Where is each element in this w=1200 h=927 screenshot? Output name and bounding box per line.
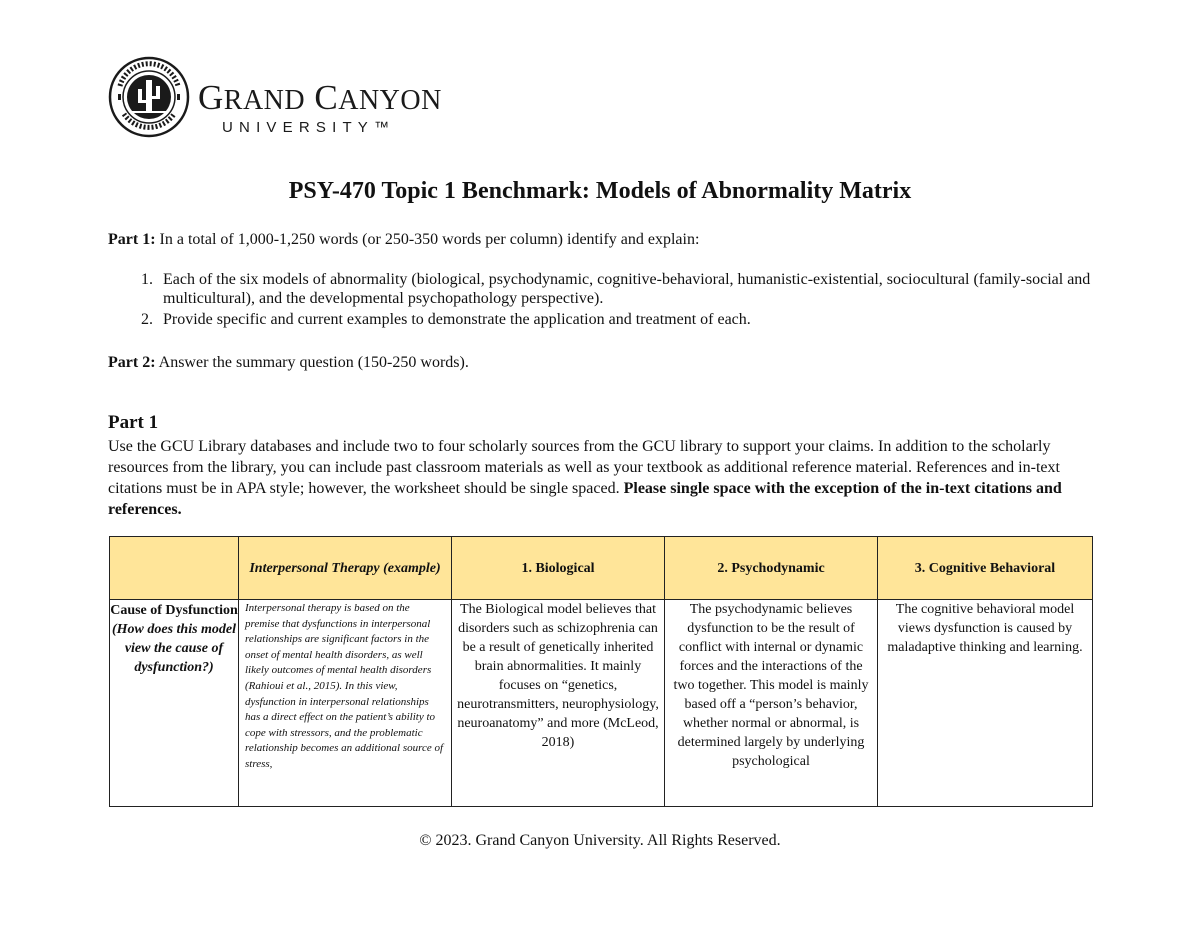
requirements-list (108, 270, 1098, 331)
instructions-bold-note: Please single space with the exception of the in-text citations and references. (108, 480, 1062, 518)
cognitive-behavioral-text: The cognitive behavioral model views dysfunction is caused by maladaptive thinking and learning. (887, 602, 1083, 655)
part2-intro-text: Answer the summary question (150-250 words). (155, 354, 469, 371)
row-label: Cause of Dysfunction (110, 603, 238, 618)
biological-cell[interactable] (452, 600, 665, 807)
list-item (108, 310, 1098, 329)
psychodynamic-cell[interactable] (665, 600, 878, 807)
example-text: Interpersonal therapy is based on the premise that dysfunctions in interpersonal relationships are significant factors in the onset of mental health disorders, as well likely outcomes of mental health disorders (Rahioui et al., 2015). In this view, dysfunction in interpersonal relationships has a direct effect on the patient’s ability to cope with stressors, and the problematic relationship becomes an additional source of stress, (245, 602, 444, 770)
brand-name: GRAND CANYON (198, 78, 442, 117)
table-header-cognitive-behavioral: 3. Cognitive Behavioral (878, 537, 1093, 600)
row-question: (How does this model view the cause of dysfunction?) (111, 622, 237, 675)
list-item (108, 270, 1098, 308)
copyright-footer: © 2023. Grand Canyon University. All Rights Reserved. (419, 832, 781, 849)
table-row (110, 600, 1093, 807)
table-header-example: Interpersonal Therapy (example) (239, 537, 452, 600)
psychodynamic-text: The psychodynamic believes dysfunction to be the result of conflict with internal or dynamic forces and the interactions of the two together. This model is mainly based off a “person’s behavior, whether normal or abnormal, is determined largely by underlying psychological (673, 602, 869, 769)
section-heading-part1: Part 1 (108, 412, 159, 433)
table-header-biological: 1. Biological (452, 537, 665, 600)
instructions-text: Use the GCU Library databases and include two to four scholarly sources from the GCU library to support your claims. In addition to the scholarly resources from the library, you can include past classroom materials as well as your textbook as additional reference material. References and in-text citations must be in APA style; however, the worksheet should be single spaced. (108, 438, 1060, 497)
page-title: PSY-470 Topic 1 Benchmark: Models of Abnormality Matrix (288, 178, 912, 204)
list-item-number: 1. (141, 271, 153, 288)
example-cell[interactable] (239, 600, 452, 807)
table-header-row (110, 537, 1093, 600)
list-item-text: Each of the six models of abnormality (biological, psychodynamic, cognitive-behavioral, humanistic-existential, sociocultural (family-social and multicultural), and the developmental psychopathology perspective). (163, 271, 1091, 307)
brand-subtitle: UNIVERSITY™ (222, 119, 396, 136)
university-logo (108, 56, 488, 138)
part1-intro-label: Part 1: (108, 231, 156, 248)
table-header-empty (110, 537, 239, 600)
biological-text: The Biological model believes that disorders such as schizophrenia can be a result of genetically inherited brain abnormalities. It mainly focuses on “genetics, neurotransmitters, neurophysiology, neuroanatomy” and more (McLeod, 2018) (457, 602, 659, 750)
part1-intro-text: In a total of 1,000-1,250 words (or 250-350 words per column) identify and explain: (155, 231, 700, 248)
instructions-paragraph (108, 436, 1093, 520)
list-item-number: 2. (141, 311, 153, 328)
university-seal-icon (108, 56, 190, 138)
row-label-cell (110, 600, 239, 807)
part2-intro-label: Part 2: (108, 354, 156, 371)
models-matrix-table (109, 536, 1093, 807)
part2-intro (108, 353, 469, 372)
part1-intro (108, 230, 699, 249)
cognitive-behavioral-cell[interactable] (878, 600, 1093, 807)
list-item-text: Provide specific and current examples to demonstrate the application and treatment of each. (163, 311, 751, 328)
table-header-psychodynamic: 2. Psychodynamic (665, 537, 878, 600)
